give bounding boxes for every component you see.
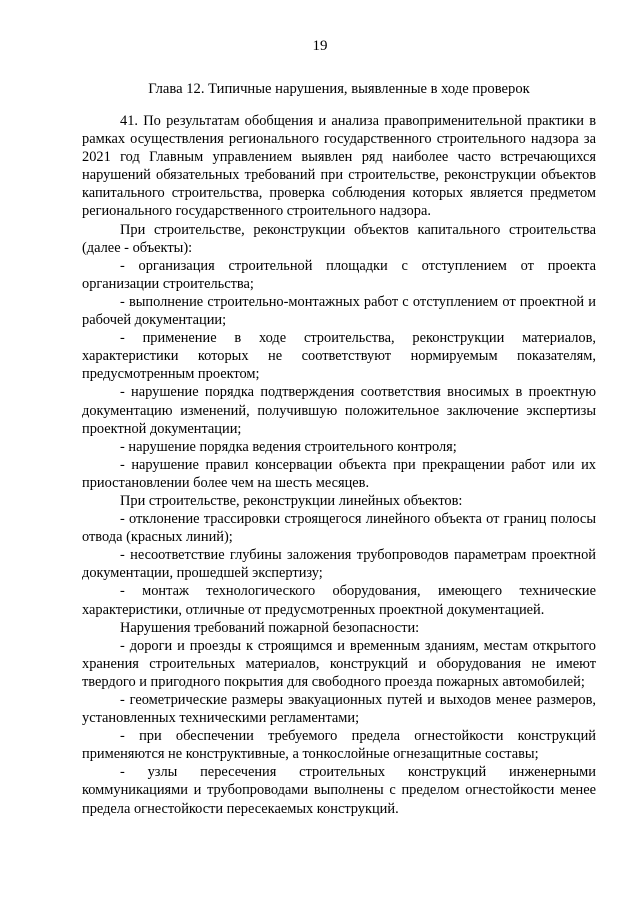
paragraph-intro: 41. По результатам обобщения и анализа правоприменительной практики в рамках осуществления регионального государственного строительного надзора за 2021 год Главным управлением выявлен ряд наиболее часто встречающихся нарушений обязательных требований при строительстве, реконструкции объектов капитального строительства, проверка соблюдения которых является предметом регионального государственного строительного надзора.	[82, 113, 596, 220]
document-body	[82, 112, 596, 818]
list-item: - организация строительной площадки с отступлением от проекта организации строительства;	[82, 257, 596, 292]
list-item: - нарушение правил консервации объекта при прекращении работ или их приостановлении более чем на шесть месяцев.	[82, 456, 596, 491]
list-item: - дороги и проезды к строящимся и временным зданиям, местам открытого хранения строительных материалов, конструкций и оборудования не имеют твердого и пригодного покрытия для свободного проезда пожарных автомобилей;	[82, 637, 596, 690]
section-heading-capital-construction: При строительстве, реконструкции объектов капитального строительства (далее - объекты):	[82, 221, 596, 256]
list-item: - узлы пересечения строительных конструкций инженерными коммуникациями и трубопроводами выполнены с пределом огнестойкости менее предела огнестойкости пересекаемых конструкций.	[82, 764, 596, 817]
list-item: - несоответствие глубины заложения трубопроводов параметрам проектной документации, прошедшей экспертизу;	[82, 547, 596, 582]
section-heading-fire-safety: Нарушения требований пожарной безопасности:	[120, 619, 420, 636]
list-item: - выполнение строительно-монтажных работ с отступлением от проектной и рабочей документации;	[82, 293, 596, 329]
list-item: - при обеспечении требуемого предела огнестойкости конструкций применяются не конструктивные, а тонкослойные огнезащитные составы;	[82, 728, 596, 763]
list-item: - геометрические размеры эвакуационных путей и выходов менее размеров, установленных техническими регламентами;	[82, 692, 596, 727]
list-item: - применение в ходе строительства, реконструкции материалов, характеристики которых не соответствуют нормируемым показателям, предусмотренным проектом;	[82, 330, 596, 383]
page-number: 19	[312, 38, 328, 54]
list-item: - нарушение порядка подтверждения соответствия вносимых в проектную документацию изменений, получившую положительное заключение экспертизы проектной документации;	[82, 384, 596, 437]
list-item: - отклонение трассировки строящегося линейного объекта от границ полосы отвода (красных линий);	[82, 511, 596, 546]
list-item: - нарушение порядка ведения строительного контроля;	[120, 438, 457, 455]
list-item: - монтаж технологического оборудования, имеющего технические характеристики, отличные от предусмотренных проектной документацией.	[82, 583, 596, 618]
chapter-title: Глава 12. Типичные нарушения, выявленные в ходе проверок	[148, 81, 530, 97]
section-heading-linear-objects: При строительстве, реконструкции линейных объектов:	[120, 492, 463, 509]
